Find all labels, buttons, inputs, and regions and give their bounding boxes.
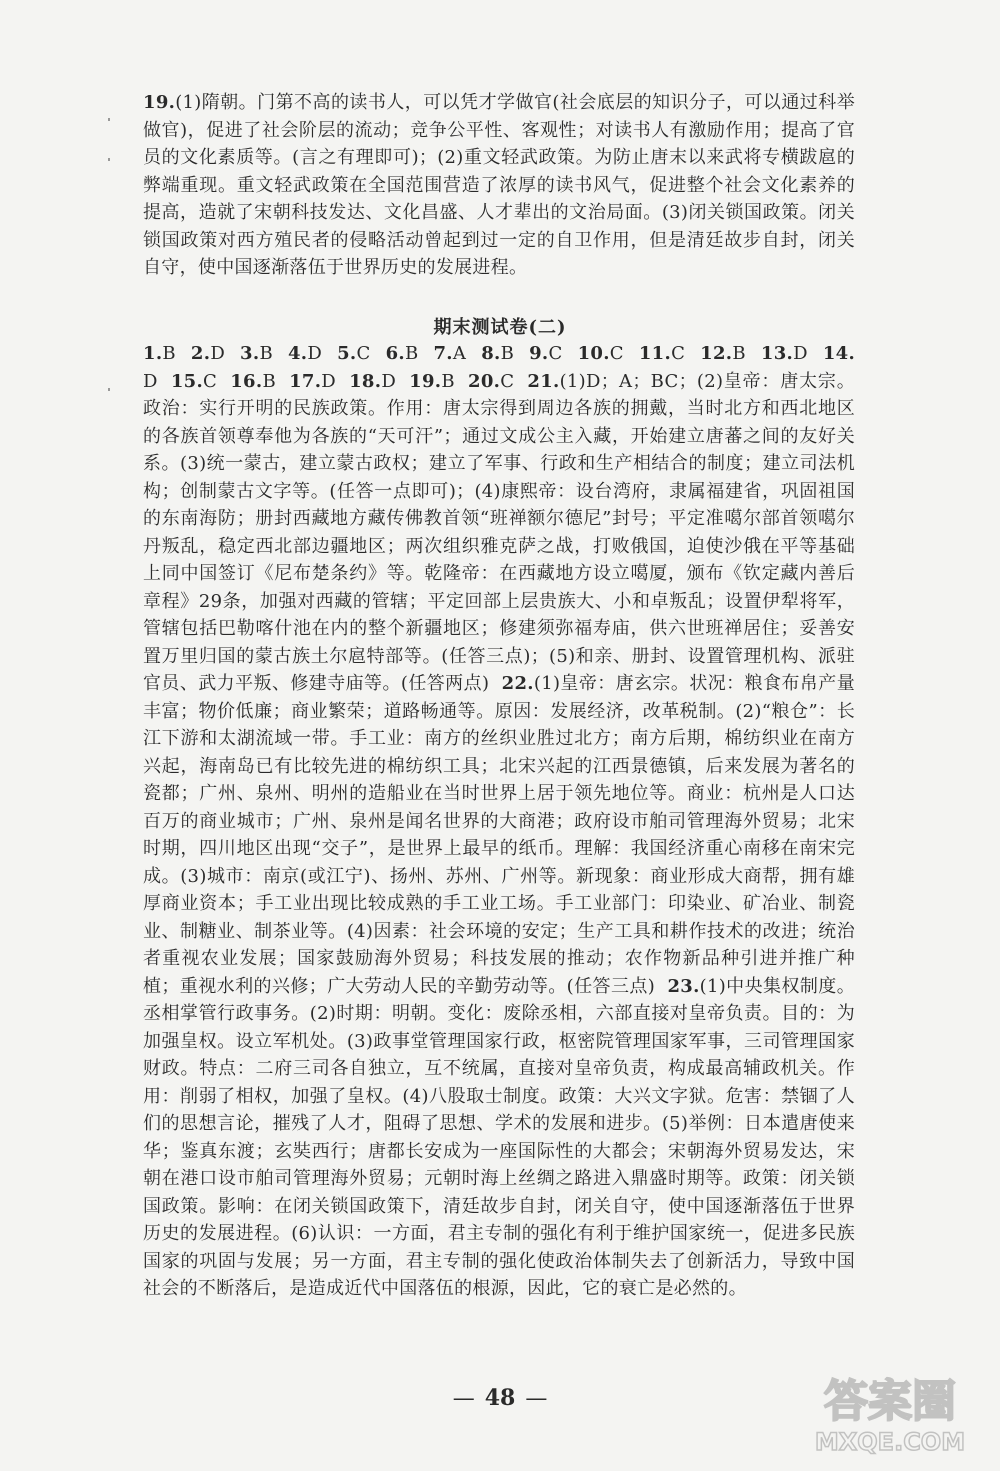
choice-answer xyxy=(337,343,370,364)
question-number: 21. xyxy=(527,370,560,392)
choice-number: 5. xyxy=(337,343,357,364)
choice-answer xyxy=(349,371,396,392)
choice-letter: D xyxy=(143,370,158,392)
answer-text: (1)D；A；BC；(2)皇帝：唐太宗。政治：实行开明的民族政策。作用：唐太宗得到周边各族的拥戴，当时北方和西北地区的各族首领尊奉他为各族的“天可汗”；通过文成公主入藏，开始建立唐蕃之间的友好关系。(3)统一蒙古，建立蒙古政权；建立了军事、行政和生产相结合的制度；建立司法机构；创制蒙古文字等。(任答一点即可)；(4)康熙帝：设台湾府，隶属福建省，巩固祖国的东南海防；册封西藏地方藏传佛教首领“班禅额尔德尼”封号；平定准噶尔部首领噶尔丹叛乱，稳定西北部边疆地区；两次组织雅克萨之战，打败俄国，迫使沙俄在平等基础上同中国签订《尼布楚条约》等。乾隆帝：在西藏地方设立噶厦，颁布《钦定藏内善后章程》29条，加强对西藏的管辖；平定回部上层贵族大、小和卓叛乱；设置伊犁将军，管辖包括巴勒喀什池在内的整个新疆地区；修建须弥福寿庙，供六世班禅居住；妥善安置万里归国的蒙古族土尔扈特部等。(任答三点)；(5)和亲、册封、设置管理机构、派驻官员、武力平叛、修建寺庙等。(任答两点) xyxy=(143,370,856,694)
choice-number: 1. xyxy=(143,343,163,364)
answer-text: (1)皇帝：唐玄宗。状况：粮食布帛产量丰富；物价低廉；商业繁荣；道路畅通等。原因：发展经济，改革税制。(2)“粮仓”：长江下游和太湖流域一带。手工业：南方的丝织业胜过北方；南方后期，棉纺织业在南方兴起，海南岛已有比较先进的棉纺织工具；北宋兴起的江西景德镇，后来发展为著名的瓷都；广州、泉州、明州的造船业在当时世界上居于领先地位等。商业：杭州是人口达百万的商业城市；广州、泉州是闻名世界的大商港；政府设市舶司管理海外贸易；北宋时期，四川地区出现“交子”，是世界上最早的纸币。理解：我国经济重心南移在南宋完成。(3)城市：南京(或江宁)、扬州、苏州、广州等。新现象：商业形成大商帮，拥有雄厚商业资本；手工业出现比较成熟的手工业工场。手工业部门：印染业、矿冶业、制瓷业、制糖业、制茶业等。(4)因素：社会环境的安定；生产工具和耕作技术的改进；统治者重视农业发展；国家鼓励海外贸易；科技发展的推动；农作物新品种引进并推广种植；重视水利的兴修；广大劳动人民的辛勤劳动等。(任答三点) xyxy=(143,673,856,997)
dash-right: — xyxy=(525,1386,548,1411)
answers-block xyxy=(143,340,855,1303)
choice-answer xyxy=(700,343,746,364)
choice-letter: D xyxy=(307,343,323,364)
section-title: 期末测试卷(二) xyxy=(433,317,567,338)
choice-letter: B xyxy=(259,343,273,364)
choice-number: 20. xyxy=(468,370,501,392)
choice-letter: D xyxy=(793,343,808,364)
answer-19-block xyxy=(143,89,855,282)
choice-number: 12. xyxy=(700,343,733,364)
choice-answer xyxy=(529,343,562,364)
question-number: 23. xyxy=(667,975,700,997)
choice-answer xyxy=(639,343,685,364)
choice-answer xyxy=(171,371,217,392)
choice-letter: C xyxy=(356,343,371,364)
choice-letter: B xyxy=(732,343,746,364)
choice-letter: C xyxy=(609,343,624,364)
page-number-value: 48 xyxy=(484,1385,516,1411)
choice-answer xyxy=(433,343,466,364)
choice-letter: A xyxy=(452,343,467,364)
choice-answer xyxy=(578,343,624,364)
choice-letter: B xyxy=(262,370,276,392)
choice-number: 6. xyxy=(385,343,405,364)
choice-number: 15. xyxy=(170,370,204,392)
watermark-logo-icon xyxy=(803,1364,978,1459)
choice-number: 18. xyxy=(349,370,382,392)
choice-number: 14. xyxy=(822,343,856,364)
choice-letter: D xyxy=(321,370,337,392)
choice-letter: C xyxy=(671,343,686,364)
watermark-logo xyxy=(803,1364,978,1459)
choice-answer xyxy=(143,343,176,364)
choice-letter: B xyxy=(441,370,455,392)
choice-number: 9. xyxy=(529,343,549,364)
margin-mark xyxy=(108,118,110,121)
choice-letter: D xyxy=(210,343,226,364)
choice-number: 3. xyxy=(240,343,260,364)
choice-number: 2. xyxy=(190,343,211,364)
choice-answer xyxy=(289,371,336,392)
choice-number: 8. xyxy=(481,343,501,364)
choice-letter: C xyxy=(500,370,515,392)
margin-mark xyxy=(108,388,110,391)
choice-number: 13. xyxy=(760,343,794,364)
choice-answer xyxy=(191,343,225,364)
choice-letter: B xyxy=(404,343,419,364)
choice-number: 10. xyxy=(577,343,610,364)
margin-mark xyxy=(108,158,110,161)
choice-number: 19. xyxy=(409,370,442,392)
dash-left: — xyxy=(452,1386,475,1411)
choice-number: 11. xyxy=(638,343,672,364)
choice-answer xyxy=(386,343,419,364)
choice-answer xyxy=(761,343,808,364)
question-number: 19. xyxy=(143,92,176,113)
choice-letter: C xyxy=(548,343,563,364)
choice-letter: D xyxy=(381,370,397,392)
watermark-url: MXQE.COM xyxy=(814,1428,966,1456)
choice-answer xyxy=(240,343,273,364)
choice-answer xyxy=(468,371,514,392)
choice-letter: B xyxy=(500,343,515,364)
answer-text: (1)中央集权制度。丞相掌管行政事务。(2)时期：明朝。变化：废除丞相，六部直接对皇帝负责。目的：为加强皇权。设立军机处。(3)政事堂管理国家行政，枢密院管理国家军事，三司管理国家财政。特点：二府三司各自独立，互不统属，直接对皇帝负责，构成最高辅政机关。作用：削弱了相权，加强了皇权。(4)八股取士制度。政策：大兴文字狱。危害：禁锢了人们的思想言论，摧残了人才，阻碍了思想、学术的发展和进步。(5)举例：日本遣唐使来华；鉴真东渡；玄奘西行；唐都长安成为一座国际性的大都会；宋朝海外贸易发达，宋朝在港口设市舶司管理海外贸易；元朝时海上丝绸之路进入鼎盛时期等。政策：闭关锁国政策。影响：在闭关锁国政策下，清廷故步自封，闭关自守，使中国逐渐落伍于世界历史的发展进程。(6)认识：一方面，君主专制的强化有利于维护国家统一，促进多民族国家的巩固与发展；另一方面，君主专制的强化使政治体制失去了创新活力，导致中国社会的不断落后，是造成近代中国落伍的根源，因此，它的衰亡是必然的。 xyxy=(143,975,856,1299)
choice-letter: B xyxy=(162,343,176,364)
choice-answer xyxy=(230,371,276,392)
question-number: 22. xyxy=(501,673,534,694)
choice-number: 16. xyxy=(230,370,263,392)
choice-number: 4. xyxy=(287,343,308,364)
answer-text: (1)隋朝。门第不高的读书人，可以凭才学做官(社会底层的知识分子，可以通过科举做官)，促进了社会阶层的流动；竞争公平性、客观性；对读书人有激励作用；提高了官员的文化素质等。(言之有理即可)；(2)重文轻武政策。为防止唐末以来武将专横跋扈的弊端重现。重文轻武政策在全国范围营造了浓厚的读书风气，促进整个社会文化素养的提高，造就了宋朝科技发达、文化昌盛、人才辈出的文治局面。(3)闭关锁国政策。闭关锁国政策对西方殖民者的侵略活动曾起到过一定的自卫作用，但是清廷故步自封，闭关自守，使中国逐渐落伍于世界历史的发展进程。 xyxy=(143,92,855,278)
choice-number: 17. xyxy=(289,370,322,392)
choice-answer xyxy=(288,343,322,364)
choice-letter: C xyxy=(203,370,218,392)
choice-answer xyxy=(481,343,514,364)
choice-number: 7. xyxy=(433,343,453,364)
choice-answer xyxy=(409,371,455,392)
watermark-text: 答案圈 xyxy=(824,1376,956,1427)
